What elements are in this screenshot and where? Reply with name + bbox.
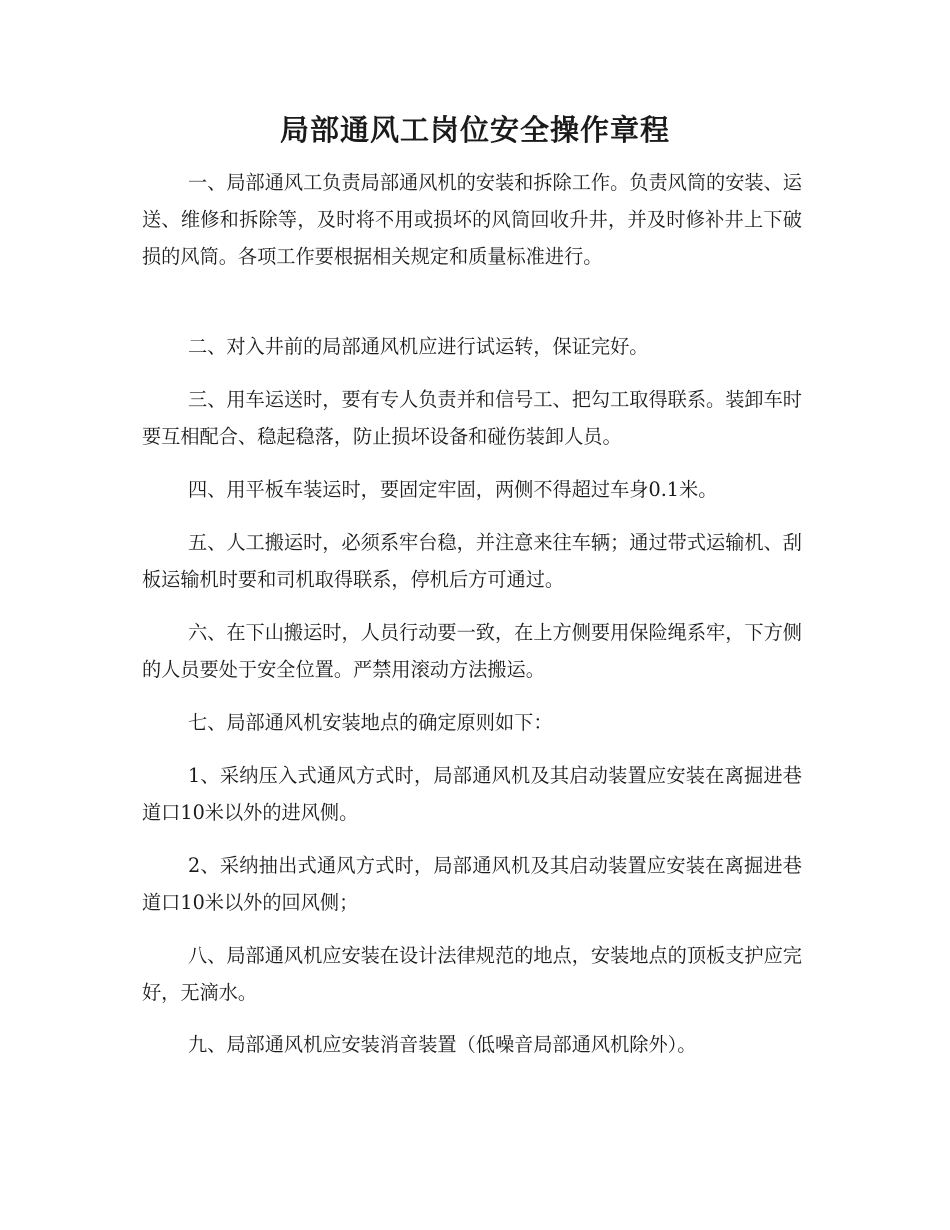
paragraph-6: 六、在下山搬运时，人员行动要一致，在上方侧要用保险绳系牢，下方侧的人员要处于安全位置。严禁用滚动方法搬运。 [142,621,802,681]
paragraph-7: 七、局部通风机安装地点的确定原则如下： [188,711,553,734]
paragraph-11: 九、局部通风机应安装消音装置（低噪音局部通风机除外）。 [188,1033,697,1056]
paragraph-9: 2、采纳抽出式通风方式时，局部通风机及其启动装置应安装在离掘进巷道口10米以外的回风侧； [142,854,802,914]
paragraph-10: 八、局部通风机应安装在设计法律规范的地点，安装地点的顶板支护应完好，无滴水。 [142,944,802,1004]
paragraph-2: 二、对入井前的局部通风机应进行试运转，保证完好。 [188,335,649,358]
paragraph-8: 1、采纳压入式通风方式时，局部通风机及其启动装置应安装在离掘进巷道口10米以外的进风侧。 [142,764,802,824]
paragraph-4: 四、用平板车装运时，要固定牢固，两侧不得超过车身0.1米。 [188,478,718,501]
paragraph-5: 五、人工搬运时，必须系牢台稳，并注意来往车辆；通过带式运输机、刮板运输机时要和司机取得联系，停机后方可通过。 [142,531,802,591]
paragraph-3: 三、用车运送时，要有专人负责并和信号工、把勾工取得联系。装卸车时要互相配合、稳起稳落，防止损坏设备和碰伤装卸人员。 [142,388,802,448]
document-title: 局部通风工岗位安全操作章程 [279,113,670,147]
paragraph-1: 一、局部通风工负责局部通风机的安装和拆除工作。负责风筒的安装、运送、维修和拆除等，及时将不用或损坏的风筒回收升井，并及时修补井上下破损的风筒。各项工作要根据相关规定和质量标准进行。 [142,171,802,268]
